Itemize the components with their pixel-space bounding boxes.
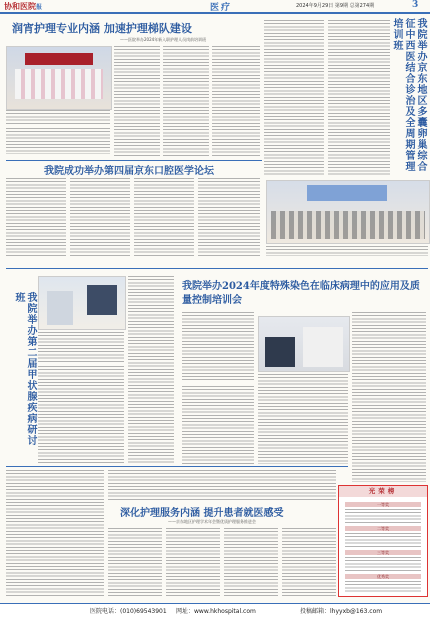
article-subtitle-nursing-training: ——医院举办2024年新入职护理人员岗前培训班	[120, 37, 207, 42]
article-body-pathology-col1	[182, 312, 254, 382]
article-title-pcos: 我院举办京东地区多囊卵巢综合征中西医结合诊治及全周期管理培训班	[391, 18, 426, 172]
article-body-pcos-col2	[328, 20, 390, 176]
photo-caption-thyroid	[38, 332, 124, 362]
article-body-nursing-col3	[163, 46, 209, 156]
article-body-dental-col1	[6, 178, 66, 258]
article-subtitle-nursing-service: ——京东地区护理学术年会暨优质护理服务推进会	[168, 519, 256, 524]
article-body-pathology-col3	[258, 374, 348, 464]
photo-nurses-group	[6, 46, 112, 110]
article-title-dental-forum: 我院成功举办第四届京东口腔医学论坛	[44, 166, 214, 177]
article-body-nursing-col4	[212, 46, 260, 156]
photo-caption-pcos	[266, 246, 428, 256]
honor-category: 优秀奖	[345, 574, 421, 579]
divider-line	[6, 160, 262, 161]
article-body-thyroid-col2	[128, 276, 174, 464]
article-body-nursing-col1	[6, 128, 110, 154]
honor-category: 二等奖	[345, 526, 421, 531]
honor-list	[345, 581, 421, 593]
honor-roll-title: 光荣榜	[339, 486, 427, 497]
honor-roll-box	[338, 485, 428, 597]
footer-email[interactable]: 投稿邮箱：lhyyxb@163.com	[300, 608, 383, 615]
article-body-pathology-col2	[182, 386, 254, 464]
article-title-nursing-training: 润宵护理专业内涵 加速护理梯队建设	[12, 22, 192, 35]
page-number: 3	[412, 0, 419, 10]
photo-thyroid-ultrasound	[38, 276, 126, 330]
article-body-nursing-service-col1	[6, 470, 104, 598]
article-title-nursing-service: 深化护理服务内涵 提升患者就医感受	[120, 508, 284, 519]
article-body-nursing-service-col5	[282, 528, 336, 598]
article-title-thyroid: 我院举办第二届甲状腺疾病研讨班	[13, 292, 36, 446]
honor-category: 一等奖	[345, 502, 421, 507]
article-body-dental-col3	[134, 178, 194, 258]
section-name: 医疗	[210, 3, 233, 13]
honor-list	[345, 509, 421, 523]
honor-list	[345, 557, 421, 571]
article-title-pathology: 我院举办2024年度特殊染色在临床病理中的应用及质量控制培训会	[182, 281, 420, 306]
article-body-nursing-col2	[114, 46, 160, 156]
article-body-dental-col4	[198, 178, 260, 258]
article-body-dental-col2	[70, 178, 130, 258]
footer-phone: 医院电话：(010)69543901	[90, 608, 167, 615]
honor-category: 三等奖	[345, 550, 421, 555]
article-body-nursing-service-col3	[166, 528, 220, 598]
footer-website[interactable]: 网址：www.hkhospital.com	[176, 608, 256, 615]
newspaper-logo: 协和医院报	[4, 1, 43, 11]
issue-date: 2024年9月29日 第9期 总第274期	[296, 3, 375, 9]
article-body-pcos-col1	[264, 20, 324, 176]
honor-list	[345, 533, 421, 547]
photo-caption-nursing	[6, 110, 110, 126]
article-body-thyroid-col1	[38, 366, 124, 464]
article-body-nursing-service-col4	[224, 528, 278, 598]
article-body-nursing-service-top	[108, 470, 336, 500]
article-body-nursing-service-col2	[108, 528, 162, 598]
divider-line	[6, 268, 428, 269]
page-footer	[0, 603, 430, 618]
photo-pcos-lecture	[266, 180, 430, 244]
article-body-pathology-col4	[352, 312, 426, 482]
divider-line	[6, 466, 348, 467]
photo-pathology-lab	[258, 316, 350, 372]
